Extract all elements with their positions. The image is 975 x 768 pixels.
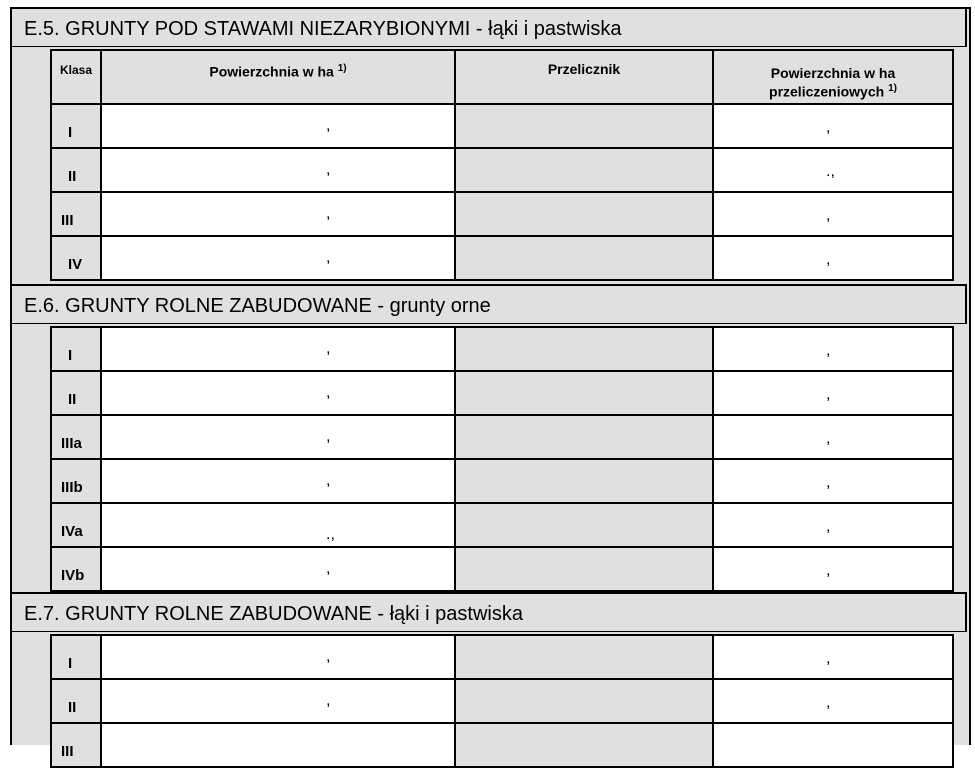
table-row [51, 679, 953, 723]
powierzchnia-przeliczeniowa-input-cell[interactable] [713, 679, 953, 723]
decimal-separator: ., [826, 163, 835, 180]
decimal-separator: , [326, 560, 331, 577]
powierzchnia-przeliczeniowa-input-cell[interactable] [713, 635, 953, 679]
decimal-separator: , [826, 207, 831, 224]
section-title-e5: E.5. GRUNTY POD STAWAMI NIEZARYBIONYMI - łąki i pastwiska [10, 7, 967, 47]
decimal-separator: , [326, 205, 331, 222]
klasa-label: IVa [61, 523, 83, 540]
table-e6 [50, 326, 954, 592]
klasa-label: II [68, 699, 77, 716]
powierzchnia-przeliczeniowa-input-cell[interactable] [713, 192, 953, 236]
decimal-separator: , [826, 342, 831, 359]
decimal-separator: , [326, 249, 331, 266]
powierzchnia-przeliczeniowa-input-cell[interactable] [713, 236, 953, 280]
powierzchnia-przeliczeniowa-input-cell[interactable] [713, 547, 953, 591]
klasa-cell [51, 192, 101, 236]
powierzchnia-input-cell[interactable] [101, 503, 455, 547]
decimal-separator: , [326, 692, 331, 709]
klasa-label: IIIb [61, 479, 83, 496]
klasa-cell [51, 723, 101, 767]
decimal-separator: , [826, 386, 831, 403]
section-title-e6: E.6. GRUNTY ROLNE ZABUDOWANE - grunty orne [10, 284, 967, 324]
klasa-cell [51, 104, 101, 148]
decimal-separator: , [826, 474, 831, 491]
decimal-separator: , [326, 161, 331, 178]
decimal-separator: , [326, 648, 331, 665]
klasa-label: III [61, 743, 74, 760]
powierzchnia-przeliczeniowa-input-cell[interactable] [713, 371, 953, 415]
przelicznik-cell [455, 415, 713, 459]
przelicznik-cell [455, 723, 713, 767]
decimal-separator: , [826, 562, 831, 579]
section-title-e7: E.7. GRUNTY ROLNE ZABUDOWANE - łąki i pastwiska [10, 592, 967, 632]
table-row [51, 371, 953, 415]
powierzchnia-input-cell[interactable] [101, 415, 455, 459]
table-row [51, 723, 953, 767]
powierzchnia-przeliczeniowa-input-cell[interactable] [713, 459, 953, 503]
klasa-label: I [68, 655, 73, 672]
przelicznik-cell [455, 459, 713, 503]
powierzchnia-przeliczeniowa-input-cell[interactable] [713, 415, 953, 459]
table-row [51, 635, 953, 679]
klasa-label: IIIa [61, 435, 82, 452]
przelicznik-cell [455, 148, 713, 192]
decimal-separator: , [826, 119, 831, 136]
powierzchnia-przeliczeniowa-input-cell[interactable] [713, 104, 953, 148]
powierzchnia-input-cell[interactable] [101, 679, 455, 723]
przelicznik-cell [455, 679, 713, 723]
powierzchnia-input-cell[interactable] [101, 236, 455, 280]
powierzchnia-input-cell[interactable] [101, 459, 455, 503]
header-przelicznik: Przelicznik [455, 50, 713, 104]
powierzchnia-input-cell[interactable] [101, 148, 455, 192]
klasa-cell [51, 547, 101, 591]
klasa-label: III [61, 212, 74, 229]
powierzchnia-przeliczeniowa-input-cell[interactable] [713, 503, 953, 547]
klasa-cell [51, 459, 101, 503]
table-header-row [51, 50, 953, 104]
klasa-cell [51, 236, 101, 280]
powierzchnia-input-cell[interactable] [101, 327, 455, 371]
decimal-separator: , [826, 518, 831, 535]
powierzchnia-przeliczeniowa-input-cell[interactable] [713, 723, 953, 767]
klasa-cell [51, 148, 101, 192]
przelicznik-cell [455, 104, 713, 148]
table-row [51, 415, 953, 459]
powierzchnia-input-cell[interactable] [101, 547, 455, 591]
table-row [51, 192, 953, 236]
klasa-label: IV [68, 256, 83, 273]
klasa-label: I [68, 124, 73, 141]
decimal-separator: , [826, 694, 831, 711]
table-e5 [50, 49, 954, 281]
table-row [51, 104, 953, 148]
przelicznik-cell [455, 236, 713, 280]
powierzchnia-input-cell[interactable] [101, 192, 455, 236]
klasa-cell [51, 415, 101, 459]
table-row [51, 503, 953, 547]
klasa-cell [51, 371, 101, 415]
klasa-label: II [68, 168, 77, 185]
przelicznik-cell [455, 635, 713, 679]
klasa-label: I [68, 347, 73, 364]
powierzchnia-input-cell[interactable] [101, 723, 455, 767]
decimal-separator: , [326, 472, 331, 489]
decimal-separator: , [826, 650, 831, 667]
table-e7 [50, 634, 954, 768]
decimal-separator: , [326, 384, 331, 401]
decimal-separator: , [826, 430, 831, 447]
header-powierzchnia-przeliczeniowa: Powierzchnia w ha przeliczeniowych $^{1)}$ [713, 50, 953, 104]
decimal-separator: , [826, 251, 831, 268]
header-klasa: Klasa [51, 50, 101, 104]
powierzchnia-input-cell[interactable] [101, 635, 455, 679]
przelicznik-cell [455, 327, 713, 371]
table-row [51, 148, 953, 192]
table-row [51, 547, 953, 591]
przelicznik-cell [455, 192, 713, 236]
klasa-cell [51, 679, 101, 723]
decimal-separator: , [326, 340, 331, 357]
powierzchnia-przeliczeniowa-input-cell[interactable] [713, 148, 953, 192]
table-row [51, 459, 953, 503]
powierzchnia-input-cell[interactable] [101, 371, 455, 415]
powierzchnia-przeliczeniowa-input-cell[interactable] [713, 327, 953, 371]
klasa-label: II [68, 391, 77, 408]
przelicznik-cell [455, 503, 713, 547]
powierzchnia-input-cell[interactable] [101, 104, 455, 148]
klasa-cell [51, 635, 101, 679]
decimal-separator: , [326, 117, 331, 134]
przelicznik-cell [455, 547, 713, 591]
klasa-label: IVb [61, 567, 85, 584]
decimal-separator: ., [326, 526, 335, 543]
klasa-cell [51, 327, 101, 371]
klasa-cell [51, 503, 101, 547]
decimal-separator: , [326, 428, 331, 445]
przelicznik-cell [455, 371, 713, 415]
table-row [51, 327, 953, 371]
table-row [51, 236, 953, 280]
header-powierzchnia: Powierzchnia w ha $^{1)}$ [101, 50, 455, 104]
